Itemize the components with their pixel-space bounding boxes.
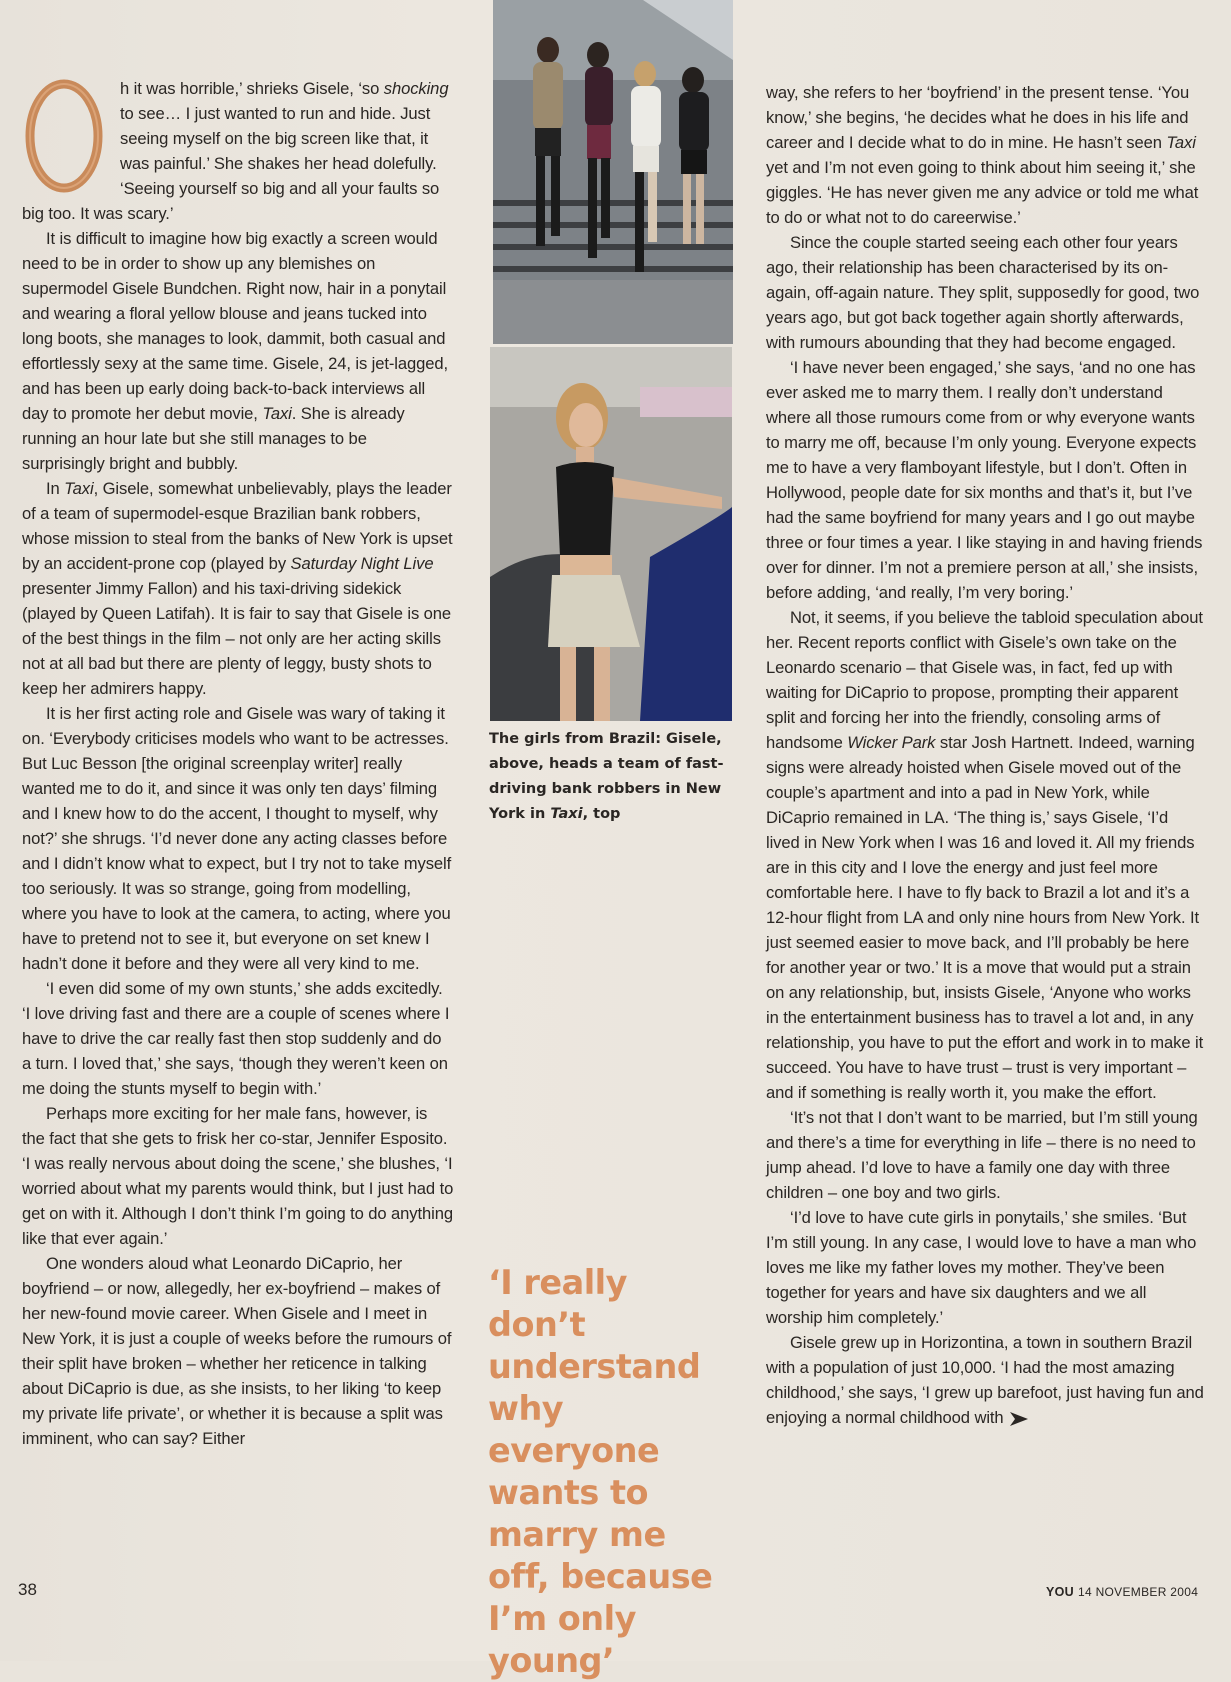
pull-quote: ‘I really don’t understand why everyone wants to marry me off, because I’m only young’ — [488, 1263, 713, 1680]
footer-date: 14 NOVEMBER 2004 — [1078, 1585, 1199, 1599]
dropcap-letter — [20, 72, 110, 200]
paragraph: In Taxi, Gisele, somewhat unbelievably, plays the leader of a team of supermodel-esque Brazilian bank robbers, whose mission to steal from the banks of New York is upset by an accident-prone cop (played by Saturday Night Live presenter Jimmy Fallon) and his taxi-driving sidekick (played by Queen Latifah). It is fair to say that Gisele is one of the best things in the film – not only are her acting skills not at all bad but there are plenty of leggy, busty shots to keep her admirers happy. — [22, 479, 453, 698]
group-photo-icon — [493, 0, 733, 344]
photo-group-models — [493, 0, 733, 344]
paragraph: way, she refers to her ‘boyfriend’ in the present tense. ‘You know,’ she begins, ‘he decides what he does in his life and career and I decide what to do in mine. He hasn’t seen Taxi yet and I’m not even going to think about him seeing it,’ she giggles. ‘He has never given me any advice or told me what to do or what not to do careerwise.’ — [766, 83, 1199, 227]
paragraph: Since the couple started seeing each other four years ago, their relationship has been characterised by its on-again, off-again nature. They split, supposedly for good, two years ago, but got back together again shortly afterwards, with rumours abounding that they had become engaged. — [766, 233, 1200, 352]
paragraph: Perhaps more exciting for her male fans, however, is the fact that she gets to frisk her co-star, Jennifer Esposito. ‘I was really nervous about doing the scene,’ she blushes, ‘I worried about what my parents would think, but I just had to get on with it. Although I don’t think I’m going to do anything like that ever again.’ — [22, 1104, 454, 1248]
dropcap-o-icon — [20, 72, 110, 200]
paragraph-text: Gisele grew up in Horizontina, a town in southern Brazil with a population of just 10,000. ‘I had the most amazing childhood,’ she says, ‘I grew up barefoot, just having fun and enjoying a normal childhood with — [766, 1333, 1204, 1427]
footer-issue — [1046, 1585, 1198, 1599]
page-number: 38 — [18, 1580, 37, 1599]
gisele-photo-icon — [490, 347, 732, 721]
paragraph: h it was horrible,’ shrieks Gisele, ‘so shocking to see… I just wanted to run and hide. Just seeing myself on the big screen like that, it was painful.’ She shakes her head dolefully. ‘Seeing yourself so big and all your faults so big too. It was scary.’ — [22, 79, 449, 223]
article-left-column — [22, 76, 454, 1451]
photo-caption: The girls from Brazil: Gisele, above, heads a team of fast-driving bank robbers in New York in Taxi, top — [489, 731, 724, 822]
photo-gisele — [490, 347, 732, 721]
paragraph: It is her first acting role and Gisele was wary of taking it on. ‘Everybody criticises models who want to be actresses. But Luc Besson [the original screenplay writer] really wanted me to do it, and since it was only ten days’ filming and I knew how to do the accent, I thought to myself, why not?’ she shrugs. ‘I’d never done any acting classes before and I didn’t know what to expect, but I try not to take myself too seriously. It was so strange, going from modelling, where you have to look at the camera, to acting, where you have to pretend not to see it, but everyone on set knew I hadn’t done it before and they were all very kind to me. — [22, 704, 452, 973]
paragraph: Not, it seems, if you believe the tabloid speculation about her. Recent reports conflict with Gisele’s own take on the Leonardo scenario – that Gisele was, in fact, fed up with waiting for DiCaprio to propose, prompting their apparent split and forcing her into the friendly, consoling arms of handsome Wicker Park star Josh Hartnett. Indeed, warning signs were already hoisted when Gisele moved out of the couple’s apartment and into a pad in New York, while DiCaprio remained in LA. ‘The thing is,’ says Gisele, ‘I’d lived in New York when I was 16 and loved it. All my friends are in this city and I love the energy and just feel more comfortable here. I have to fly back to Brazil a lot and it’s a 12-hour flight from LA and only nine hours from New York. It just seemed easier to move back, and I’ll probably be here for another year or two.’ It is a move that would put a strain on any relationship, but, insists Gisele, ‘Anyone who works in the entertainment business has to travel a lot and, in any relationship, you have to put the effort and work in to make it succeed. You have to have trust – trust is very important – and if something is really worth it, you make the effort. — [766, 608, 1204, 1102]
continue-arrow-icon — [1010, 1412, 1028, 1426]
paragraph: It is difficult to imagine how big exactly a screen would need to be in order to show up any blemishes on supermodel Gisele Bundchen. Right now, hair in a ponytail and wearing a floral yellow blouse and jeans tucked into long boots, she manages to look, dammit, both casual and effortlessly sexy at the same time. Gisele, 24, is jet-lagged, and has been up early doing back-to-back interviews all day to promote her debut movie, Taxi. She is already running an hour late but she still manages to be surprisingly bright and bubbly. — [22, 229, 449, 473]
article-right-column — [766, 80, 1206, 1430]
paragraph: ‘I even did some of my own stunts,’ she adds excitedly. ‘I love driving fast and there are a couple of scenes where I have to drive the car really fast then stop suddenly and do a turn. I loved that,’ she says, ‘though they weren’t keen on me doing the stunts myself to begin with.’ — [22, 979, 450, 1098]
paragraph-last — [766, 1330, 1206, 1430]
footer-brand: YOU — [1046, 1585, 1074, 1599]
paragraph: ‘It’s not that I don’t want to be married, but I’m still young and there’s a time for everything in life – there is no need to jump ahead. I’d love to have a family one day with three children – one boy and two girls. — [766, 1108, 1198, 1202]
paragraph: ‘I have never been engaged,’ she says, ‘and no one has ever asked me to marry them. I really don’t understand where all those rumours come from or why everyone wants to marry me off, because I’m only young. Everyone expects me to have a very flamboyant lifestyle, but I don’t. Often in Hollywood, people date for six months and that’s it, but I’ve had the same boyfriend for many years and I go out maybe three or four times a year. I like staying in and having friends over for dinner. I’m not a premiere person at all,’ she insists, before adding, ‘and really, I’m very boring.’ — [766, 358, 1203, 602]
paragraph: One wonders aloud what Leonardo DiCaprio, her boyfriend – or now, allegedly, her ex-boyfriend – makes of her new-found movie career. When Gisele and I meet in New York, it is just a couple of weeks before the rumours of their split have broken – whether her reticence in talking about DiCaprio is due, as she insists, to her liking ‘to keep my private life private’, or whether it is because a split was imminent, who can say? Either — [22, 1254, 452, 1448]
paragraph: ‘I’d love to have cute girls in ponytails,’ she smiles. ‘But I’m still young. In any case, I would love to have a man who loves me like my father loves my mother. They’ve been together for years and have six daughters and we all worship him completely.’ — [766, 1208, 1197, 1327]
